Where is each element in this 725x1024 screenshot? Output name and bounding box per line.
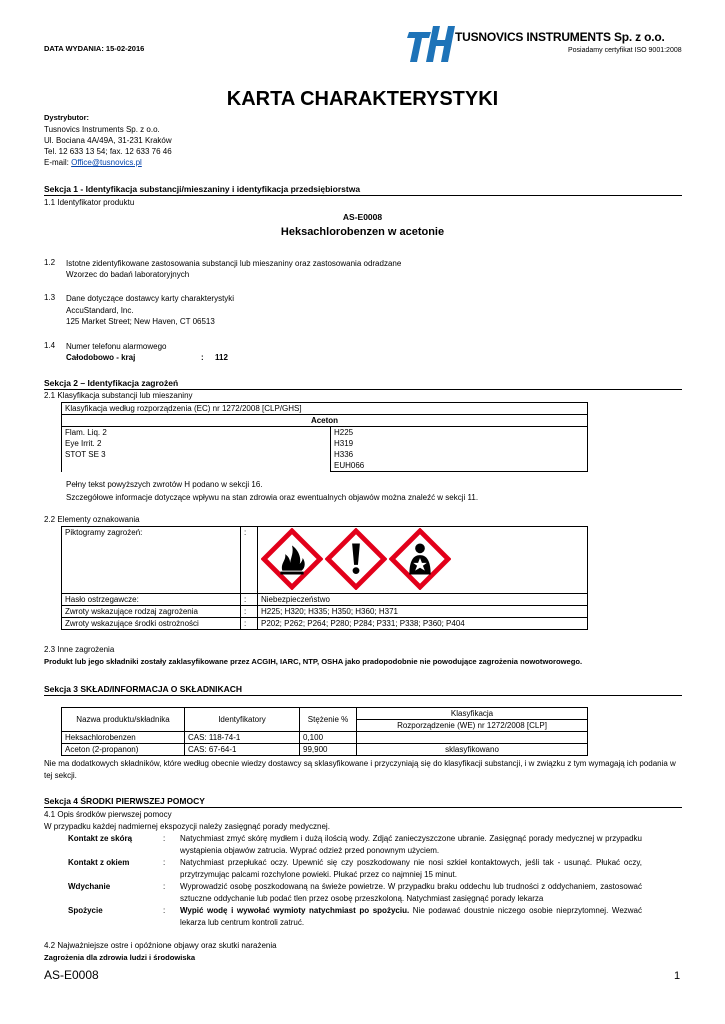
note-h-text: Pełny tekst powyższych zwrotów H podano w sekcji 16. [66,480,263,489]
colon: : [163,882,166,891]
flame-icon [261,528,323,590]
product-code: AS-E0008 [342,212,383,222]
classification-table [61,402,588,472]
table-row [62,427,588,472]
first-aid-rest: Nie podawać doustnie niczego osobie nieprzytomnej. Wezwać lekarza lub centrum kontroli zatruć. [180,906,642,927]
labelling-table [61,526,588,630]
col-header-clp: Rozporządzenie (WE) nr 1272/2008 [CLP] [357,720,588,732]
signal-label: Hasło ostrzegawcze: [62,594,241,606]
s1-item-1-3 [66,293,234,328]
s1-item-1-2 [66,258,401,280]
supplier-address: 125 Market Street; New Haven, CT 06513 [66,317,215,326]
supplier-label: Dane dotyczące dostawcy karty charakterystyki [66,294,235,303]
section1-rule [44,195,682,196]
col-header-ids: Identyfikatory [185,708,300,732]
health-hazard-icon [389,528,451,590]
hazard-class: STOT SE 3 [65,450,106,459]
first-aid-emphasis: Wypić wodę i wywołać wymioty natychmiast po spożyciu. [180,906,410,915]
first-aid-list [68,833,648,929]
email-link[interactable]: Office@tusnovics.pl [71,158,142,167]
note-health: Szczegółowe informacje dotyczące wpływu na stan zdrowia oraz ewentualnych objawów można znaleźć w sekcji 11. [66,493,479,502]
s1-item-1-2-num: 1.2 [44,258,56,267]
issue-date: DATA WYDANIA: 15-02-2016 [44,44,145,53]
section2-rule [44,389,682,390]
hazard-class: Flam. Liq. 2 [65,428,107,437]
s4-intro: W przypadku każdej nadmiernej ekspozycji należy zasięgnąć porady medycznej. [44,822,330,831]
first-aid-label: Wdychanie [68,882,111,891]
s1-item-1-1: 1.1 Identyfikator produktu [44,198,135,207]
component-conc: 0,100 [300,732,357,744]
table-row [62,732,588,744]
component-conc: 99,900 [300,744,357,756]
distributor-label: Dystrybutor: [44,113,90,122]
s4-hazards-heading: Zagrożenia dla zdrowia ludzi i środowiska [44,953,196,962]
colon: : [241,527,258,594]
section3-title: Sekcja 3 SKŁAD/INFORMACJA O SKŁADNIKACH [44,684,243,694]
table-row [62,744,588,756]
col-header-class: Klasyfikacja [357,708,588,720]
component-class: sklasyfikowano [357,744,588,756]
first-aid-text: Wyprowadzić osobę poszkodowaną na świeże powietrze. W przypadku braku oddechu lub trudności z oddychaniem, zastosować sztuczne oddychanie lub podać tlen przez osobę przeszkoloną. Natychmiast zasięgnąć porady lekarza [180,882,642,903]
table-row [62,708,588,720]
list-item [68,905,648,929]
product-name: Heksachlorobenzen w acetonie [280,226,445,238]
emergency-number: 112 [215,353,228,362]
other-hazards: Produkt lub jego składniki zostały zaklasyfikowane przez ACGIH, IARC, NTP, OSHA jako pradopodobnie nie powodujące zagrożenia nowotworowego. [44,657,583,666]
colon: : [241,618,258,630]
s4-item-4-1: 4.1 Opis środków pierwszej pomocy [44,810,172,819]
hazard-class: Eye Irrit. 2 [65,439,102,448]
distributor-email-row [44,157,172,168]
distributor-block [44,124,172,168]
distributor-phone: Tel. 12 633 13 54; fax. 12 633 76 46 [44,147,172,156]
colon: : [163,858,166,867]
section4-rule [44,807,682,808]
h-code: H336 [334,450,354,459]
list-item [68,833,648,857]
colon: : [163,906,166,915]
page-number: 1 [674,970,681,982]
section2-title: Sekcja 2 – Identyfikacja zagrożeń [44,378,179,388]
col-header-conc: Stężenie % [300,708,357,732]
h-code: H225 [334,428,354,437]
footer-code: AS-E0008 [44,968,99,982]
hazard-classes [62,427,331,472]
table-row [62,415,588,427]
signal-word: Niebezpieczeństwo [258,594,588,606]
company-logo [405,22,455,64]
first-aid-label: Spożycie [68,906,103,915]
hazard-codes [331,427,588,472]
first-aid-label: Kontakt z okiem [68,858,130,867]
colon: : [163,834,166,843]
component-cas: CAS: 67-64-1 [185,744,300,756]
table-row [62,403,588,415]
table-row [62,606,588,618]
h-code: H319 [334,439,354,448]
component-name: Heksachlorobenzen [62,732,185,744]
pictograms-cell [258,527,588,594]
first-aid-text [180,905,642,928]
class-header: Klasyfikacja według rozporządzenia (EC) nr 1272/2008 [CLP/GHS] [62,403,588,415]
pictograms-label: Piktogramy zagrożeń: [62,527,241,594]
s1-item-1-4 [66,341,228,363]
s4-item-4-2: 4.2 Najważniejsze ostre i opóźnione objawy oraz skutki narażenia [44,941,277,950]
colon: : [241,594,258,606]
table-row [62,594,588,606]
s2-item-2-1: 2.1 Klasyfikacja substancji lub mieszaniny [44,391,193,400]
logo-mark-icon [405,22,455,64]
emergency-sep: : [201,353,204,362]
hazard-class [65,460,327,471]
uses-label: Istotne zidentyfikowane zastosowania substancji lub mieszaniny oraz zastosowania odradzane [66,259,402,268]
h-statements: H225; H320; H335; H350; H360; H371 [258,606,588,618]
iso-cert: Posiadamy certyfikat ISO 9001:2008 [568,47,682,54]
composition-note: Nie ma dodatkowych składników, które według obecnie wiedzy dostawcy są sklasyfikowane i przyczyniają się do klasyfikacji substancji, i w związku z tym wymagają ich podania w tej sekcji. [44,759,676,780]
uses-value: Wzorzec do badań laboratoryjnych [66,270,190,279]
emergency-label: Numer telefonu alarmowego [66,342,167,351]
colon: : [241,606,258,618]
list-item [68,857,648,881]
s1-item-1-3-num: 1.3 [44,293,56,302]
p-statements-label: Zwroty wskazujące środki ostrożności [62,618,241,630]
section4-title: Sekcja 4 ŚRODKI PIERWSZEJ POMOCY [44,796,205,806]
first-aid-label: Kontakt ze skórą [68,834,133,843]
s2-notes [66,478,478,504]
component-name: Aceton (2-propanon) [62,744,185,756]
component-cas: CAS: 118-74-1 [185,732,300,744]
h-code: EUH066 [334,461,365,470]
email-label: E-mail: [44,158,72,167]
h-statements-label: Zwroty wskazujące rodzaj zagrożenia [62,606,241,618]
s1-item-1-4-num: 1.4 [44,341,56,350]
emergency-row [66,352,228,363]
s2-item-2-3: 2.3 Inne zagrożenia [44,645,115,654]
table-row [62,618,588,630]
first-aid-text: Natychmiast zmyć skórę mydłem i dużą ilością wody. Zdjąć zanieczyszczone ubranie. Zasięgnąć porady medycznej w przypadku wystąpienia objawów zatrucia. Wyprać odzież przed ponownym użyciem. [180,834,642,855]
page-title: KARTA CHARAKTERYSTYKI [226,88,499,110]
table-row [62,527,588,594]
col-header-name: Nazwa produktu/składnika [62,708,185,732]
distributor-name: Tusnovics Instruments Sp. z o.o. [44,125,160,134]
supplier-name: AccuStandard, Inc. [66,305,134,315]
component-class [357,732,588,744]
p-statements: P202; P262; P264; P280; P284; P331; P338; P360; P404 [258,618,588,630]
exclamation-icon [325,528,387,590]
section3-rule [44,695,682,696]
company-name: TUSNOVICS INSTRUMENTS Sp. z o.o. [455,30,665,44]
distributor-address: Ul. Bociana 4A/49A, 31-231 Kraków [44,136,172,145]
section1-title: Sekcja 1 - Identyfikacja substancji/mieszaniny i identyfikacja przedsiębiorstwa [44,184,361,194]
emergency-country: Całodobowo - kraj [66,353,136,362]
substance-name: Aceton [62,415,588,427]
list-item [68,881,648,905]
composition-table [61,707,588,756]
s2-item-2-2: 2.2 Elementy oznakowania [44,515,140,524]
first-aid-text: Natychmiast przepłukać oczy. Upewnić się czy poszkodowany nie nosi szkieł kontaktowych, jeśli tak - usunąć. Płukać oczy, przytrzymując palcami rozchylone powieki. Płukać przez co najmniej 15 minut. [180,858,642,879]
